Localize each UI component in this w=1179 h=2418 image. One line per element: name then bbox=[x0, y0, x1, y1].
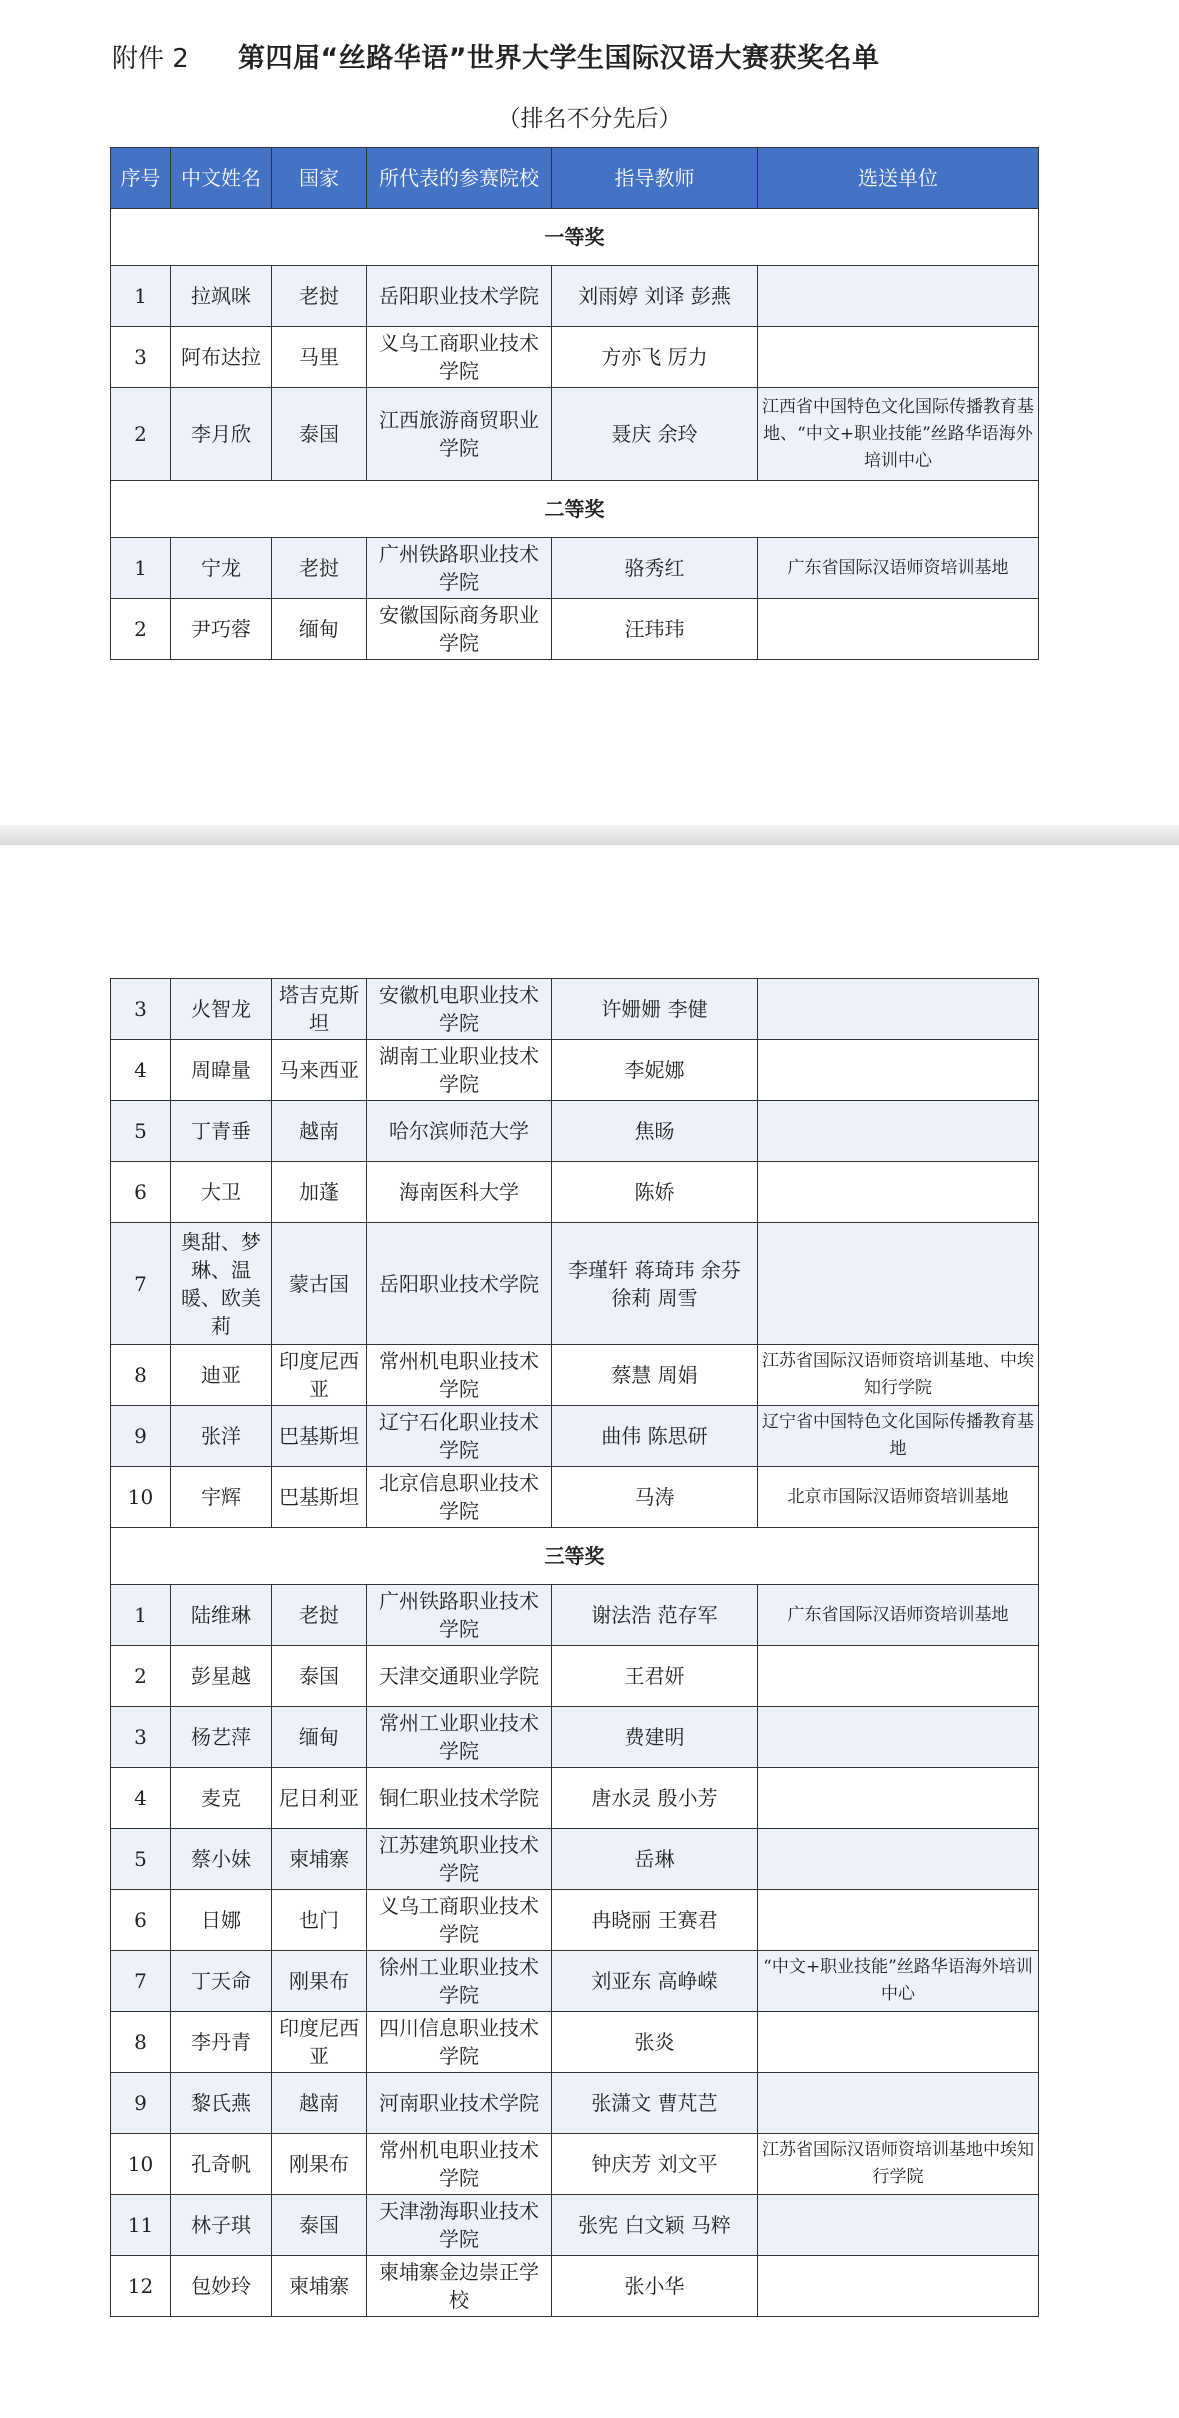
cell-country: 巴基斯坦 bbox=[272, 1467, 367, 1528]
cell-number: 4 bbox=[111, 1040, 171, 1101]
cell-number: 1 bbox=[111, 266, 171, 327]
cell-unit bbox=[758, 1040, 1039, 1101]
table-row bbox=[111, 979, 1039, 1040]
cell-country: 越南 bbox=[272, 2073, 367, 2134]
cell-country: 老挝 bbox=[272, 1585, 367, 1646]
cell-teacher: 骆秀红 bbox=[552, 538, 758, 599]
table-row bbox=[111, 1585, 1039, 1646]
cell-teacher: 汪玮玮 bbox=[552, 599, 758, 660]
cell-unit bbox=[758, 599, 1039, 660]
award-section-title: 二等奖 bbox=[111, 481, 1039, 538]
cell-teacher: 岳琳 bbox=[552, 1829, 758, 1890]
cell-number: 7 bbox=[111, 1951, 171, 2012]
cell-name: 蔡小妹 bbox=[171, 1829, 272, 1890]
cell-unit bbox=[758, 1768, 1039, 1829]
cell-name: 阿布达拉 bbox=[171, 327, 272, 388]
col-header-teacher: 指导教师 bbox=[552, 148, 758, 209]
cell-number: 4 bbox=[111, 1768, 171, 1829]
cell-number: 12 bbox=[111, 2256, 171, 2317]
cell-teacher: 张潇文 曹芃芑 bbox=[552, 2073, 758, 2134]
cell-name: 奥甜、梦琳、温暖、欧美莉 bbox=[171, 1223, 272, 1345]
cell-country: 缅甸 bbox=[272, 1707, 367, 1768]
cell-school: 徐州工业职业技术学院 bbox=[367, 1951, 552, 2012]
cell-name: 孔奇帆 bbox=[171, 2134, 272, 2195]
cell-country: 越南 bbox=[272, 1101, 367, 1162]
cell-teacher: 张小华 bbox=[552, 2256, 758, 2317]
cell-name: 林子琪 bbox=[171, 2195, 272, 2256]
section-row bbox=[111, 1528, 1039, 1585]
cell-school: 哈尔滨师范大学 bbox=[367, 1101, 552, 1162]
cell-unit bbox=[758, 979, 1039, 1040]
cell-school: 常州机电职业技术学院 bbox=[367, 1345, 552, 1406]
document-subtitle: （排名不分先后） bbox=[497, 106, 682, 132]
cell-unit: 江西省中国特色文化国际传播教育基地、“中文+职业技能”丝路华语海外培训中心 bbox=[758, 388, 1039, 481]
cell-country: 缅甸 bbox=[272, 599, 367, 660]
cell-name: 张洋 bbox=[171, 1406, 272, 1467]
cell-number: 2 bbox=[111, 599, 171, 660]
cell-name: 火智龙 bbox=[171, 979, 272, 1040]
col-header-country: 国家 bbox=[272, 148, 367, 209]
cell-teacher: 焦旸 bbox=[552, 1101, 758, 1162]
cell-number: 5 bbox=[111, 1829, 171, 1890]
cell-teacher: 方亦飞 厉力 bbox=[552, 327, 758, 388]
cell-teacher: 王君妍 bbox=[552, 1646, 758, 1707]
cell-country: 柬埔寨 bbox=[272, 1829, 367, 1890]
table-row bbox=[111, 538, 1039, 599]
cell-teacher: 蔡慧 周娟 bbox=[552, 1345, 758, 1406]
cell-name: 麦克 bbox=[171, 1768, 272, 1829]
award-section-title: 一等奖 bbox=[111, 209, 1039, 266]
cell-unit: 广东省国际汉语师资培训基地 bbox=[758, 538, 1039, 599]
awards-table-page-2 bbox=[110, 978, 1039, 2317]
cell-school: 湖南工业职业技术学院 bbox=[367, 1040, 552, 1101]
cell-unit: 广东省国际汉语师资培训基地 bbox=[758, 1585, 1039, 1646]
cell-number: 5 bbox=[111, 1101, 171, 1162]
cell-unit bbox=[758, 2256, 1039, 2317]
cell-country: 巴基斯坦 bbox=[272, 1406, 367, 1467]
cell-country: 马来西亚 bbox=[272, 1040, 367, 1101]
table-row bbox=[111, 1890, 1039, 1951]
cell-country: 塔吉克斯坦 bbox=[272, 979, 367, 1040]
cell-number: 1 bbox=[111, 1585, 171, 1646]
table-row bbox=[111, 2134, 1039, 2195]
cell-unit bbox=[758, 1829, 1039, 1890]
cell-name: 宇辉 bbox=[171, 1467, 272, 1528]
table-row bbox=[111, 1768, 1039, 1829]
cell-teacher: 刘雨婷 刘译 彭燕 bbox=[552, 266, 758, 327]
cell-name: 李月欣 bbox=[171, 388, 272, 481]
cell-school: 义乌工商职业技术学院 bbox=[367, 327, 552, 388]
cell-school: 河南职业技术学院 bbox=[367, 2073, 552, 2134]
cell-school: 柬埔寨金边崇正学校 bbox=[367, 2256, 552, 2317]
cell-name: 宁龙 bbox=[171, 538, 272, 599]
cell-teacher: 谢法浩 范存军 bbox=[552, 1585, 758, 1646]
cell-number: 8 bbox=[111, 2012, 171, 2073]
cell-number: 9 bbox=[111, 1406, 171, 1467]
cell-teacher: 陈娇 bbox=[552, 1162, 758, 1223]
cell-country: 蒙古国 bbox=[272, 1223, 367, 1345]
attachment-label: 附件 2 bbox=[112, 44, 189, 74]
table-row bbox=[111, 1467, 1039, 1528]
cell-unit: 北京市国际汉语师资培训基地 bbox=[758, 1467, 1039, 1528]
cell-number: 3 bbox=[111, 1707, 171, 1768]
cell-name: 丁青垂 bbox=[171, 1101, 272, 1162]
col-header-name: 中文姓名 bbox=[171, 148, 272, 209]
cell-unit: 江苏省国际汉语师资培训基地中埃知行学院 bbox=[758, 2134, 1039, 2195]
cell-name: 日娜 bbox=[171, 1890, 272, 1951]
cell-number: 6 bbox=[111, 1162, 171, 1223]
cell-school: 义乌工商职业技术学院 bbox=[367, 1890, 552, 1951]
cell-school: 北京信息职业技术学院 bbox=[367, 1467, 552, 1528]
table-row bbox=[111, 2256, 1039, 2317]
cell-school: 天津交通职业学院 bbox=[367, 1646, 552, 1707]
cell-unit bbox=[758, 1890, 1039, 1951]
awards-table-page-1 bbox=[110, 147, 1039, 660]
cell-name: 尹巧蓉 bbox=[171, 599, 272, 660]
table-row bbox=[111, 1707, 1039, 1768]
cell-country: 老挝 bbox=[272, 538, 367, 599]
cell-unit bbox=[758, 1707, 1039, 1768]
table-row bbox=[111, 1223, 1039, 1345]
cell-number: 9 bbox=[111, 2073, 171, 2134]
cell-school: 四川信息职业技术学院 bbox=[367, 2012, 552, 2073]
cell-number: 10 bbox=[111, 2134, 171, 2195]
cell-school: 常州工业职业技术学院 bbox=[367, 1707, 552, 1768]
cell-country: 刚果布 bbox=[272, 2134, 367, 2195]
cell-number: 10 bbox=[111, 1467, 171, 1528]
cell-country: 马里 bbox=[272, 327, 367, 388]
cell-number: 11 bbox=[111, 2195, 171, 2256]
cell-teacher: 许姗姗 李健 bbox=[552, 979, 758, 1040]
cell-teacher: 马涛 bbox=[552, 1467, 758, 1528]
cell-name: 陆维琳 bbox=[171, 1585, 272, 1646]
cell-teacher: 曲伟 陈思研 bbox=[552, 1406, 758, 1467]
cell-name: 大卫 bbox=[171, 1162, 272, 1223]
cell-number: 3 bbox=[111, 979, 171, 1040]
table-row bbox=[111, 1040, 1039, 1101]
cell-name: 周暐量 bbox=[171, 1040, 272, 1101]
table-row bbox=[111, 266, 1039, 327]
cell-country: 也门 bbox=[272, 1890, 367, 1951]
cell-name: 杨艺萍 bbox=[171, 1707, 272, 1768]
col-header-unit: 选送单位 bbox=[758, 148, 1039, 209]
col-header-school: 所代表的参赛院校 bbox=[367, 148, 552, 209]
table-row bbox=[111, 327, 1039, 388]
cell-unit bbox=[758, 2195, 1039, 2256]
cell-school: 广州铁路职业技术学院 bbox=[367, 538, 552, 599]
cell-number: 6 bbox=[111, 1890, 171, 1951]
cell-country: 泰国 bbox=[272, 1646, 367, 1707]
table-row bbox=[111, 1829, 1039, 1890]
document-page-1 bbox=[0, 0, 1179, 825]
cell-country: 加蓬 bbox=[272, 1162, 367, 1223]
table-row bbox=[111, 1345, 1039, 1406]
cell-teacher: 李瑾轩 蒋琦玮 余芬 徐莉 周雪 bbox=[552, 1223, 758, 1345]
cell-school: 安徽国际商务职业学院 bbox=[367, 599, 552, 660]
cell-school: 广州铁路职业技术学院 bbox=[367, 1585, 552, 1646]
cell-teacher: 李妮娜 bbox=[552, 1040, 758, 1101]
cell-country: 刚果布 bbox=[272, 1951, 367, 2012]
cell-name: 拉飒咪 bbox=[171, 266, 272, 327]
table-row bbox=[111, 1101, 1039, 1162]
cell-country: 尼日利亚 bbox=[272, 1768, 367, 1829]
cell-school: 岳阳职业技术学院 bbox=[367, 1223, 552, 1345]
table-row bbox=[111, 1951, 1039, 2012]
cell-teacher: 费建明 bbox=[552, 1707, 758, 1768]
section-row bbox=[111, 209, 1039, 266]
document-title: 第四届“丝路华语”世界大学生国际汉语大赛获奖名单 bbox=[238, 43, 880, 74]
award-section-title: 三等奖 bbox=[111, 1528, 1039, 1585]
table-row bbox=[111, 1406, 1039, 1467]
cell-name: 彭星越 bbox=[171, 1646, 272, 1707]
cell-number: 8 bbox=[111, 1345, 171, 1406]
cell-teacher: 张炎 bbox=[552, 2012, 758, 2073]
cell-unit bbox=[758, 1223, 1039, 1345]
cell-unit: “中文+职业技能”丝路华语海外培训中心 bbox=[758, 1951, 1039, 2012]
cell-country: 柬埔寨 bbox=[272, 2256, 367, 2317]
cell-school: 安徽机电职业技术学院 bbox=[367, 979, 552, 1040]
table-row bbox=[111, 2195, 1039, 2256]
cell-number: 7 bbox=[111, 1223, 171, 1345]
cell-name: 李丹青 bbox=[171, 2012, 272, 2073]
table-row bbox=[111, 1162, 1039, 1223]
cell-school: 岳阳职业技术学院 bbox=[367, 266, 552, 327]
table-row bbox=[111, 2012, 1039, 2073]
cell-name: 迪亚 bbox=[171, 1345, 272, 1406]
col-header-number: 序号 bbox=[111, 148, 171, 209]
cell-school: 天津渤海职业技术学院 bbox=[367, 2195, 552, 2256]
cell-school: 江西旅游商贸职业学院 bbox=[367, 388, 552, 481]
cell-teacher: 冉晓丽 王赛君 bbox=[552, 1890, 758, 1951]
cell-name: 包妙玲 bbox=[171, 2256, 272, 2317]
table-row bbox=[111, 2073, 1039, 2134]
cell-unit: 江苏省国际汉语师资培训基地、中埃知行学院 bbox=[758, 1345, 1039, 1406]
cell-school: 铜仁职业技术学院 bbox=[367, 1768, 552, 1829]
cell-number: 1 bbox=[111, 538, 171, 599]
cell-teacher: 张宪 白文颖 马粹 bbox=[552, 2195, 758, 2256]
cell-number: 2 bbox=[111, 388, 171, 481]
cell-country: 印度尼西亚 bbox=[272, 1345, 367, 1406]
table-row bbox=[111, 388, 1039, 481]
cell-country: 泰国 bbox=[272, 2195, 367, 2256]
cell-name: 丁天命 bbox=[171, 1951, 272, 2012]
cell-teacher: 刘亚东 高峥嵘 bbox=[552, 1951, 758, 2012]
cell-number: 3 bbox=[111, 327, 171, 388]
cell-unit bbox=[758, 266, 1039, 327]
table-row bbox=[111, 599, 1039, 660]
cell-school: 江苏建筑职业技术学院 bbox=[367, 1829, 552, 1890]
table-row bbox=[111, 1646, 1039, 1707]
table-header-row bbox=[111, 148, 1039, 209]
cell-school: 辽宁石化职业技术学院 bbox=[367, 1406, 552, 1467]
section-row bbox=[111, 481, 1039, 538]
cell-number: 2 bbox=[111, 1646, 171, 1707]
cell-unit bbox=[758, 1646, 1039, 1707]
cell-unit bbox=[758, 2012, 1039, 2073]
cell-name: 黎氏燕 bbox=[171, 2073, 272, 2134]
cell-unit bbox=[758, 327, 1039, 388]
cell-teacher: 唐水灵 殷小芳 bbox=[552, 1768, 758, 1829]
cell-country: 泰国 bbox=[272, 388, 367, 481]
cell-country: 老挝 bbox=[272, 266, 367, 327]
cell-school: 常州机电职业技术学院 bbox=[367, 2134, 552, 2195]
page-separator bbox=[0, 825, 1179, 845]
cell-school: 海南医科大学 bbox=[367, 1162, 552, 1223]
cell-unit bbox=[758, 1101, 1039, 1162]
cell-unit bbox=[758, 1162, 1039, 1223]
cell-teacher: 钟庆芳 刘文平 bbox=[552, 2134, 758, 2195]
cell-unit bbox=[758, 2073, 1039, 2134]
cell-country: 印度尼西亚 bbox=[272, 2012, 367, 2073]
cell-teacher: 聂庆 余玲 bbox=[552, 388, 758, 481]
cell-unit: 辽宁省中国特色文化国际传播教育基地 bbox=[758, 1406, 1039, 1467]
